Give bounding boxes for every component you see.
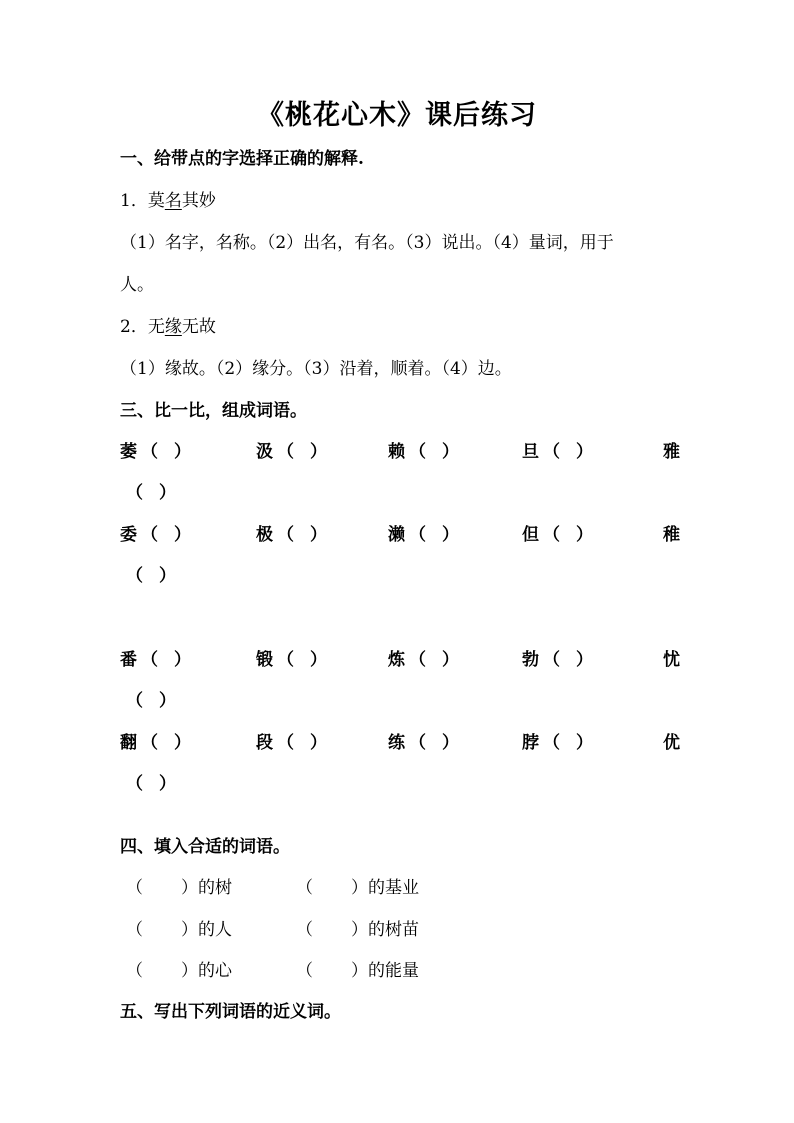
answer-blank: （ ）: [126, 483, 176, 503]
base-character: 稚: [663, 525, 680, 545]
question-2-options: （1）缘故。（2）缘分。（3）沿着，顺着。（4）边。: [120, 359, 512, 379]
question-1: [120, 189, 680, 213]
base-character: 炼: [388, 650, 405, 670]
word-cell: [522, 731, 597, 755]
fill-word: 的树: [198, 878, 232, 898]
answer-blank: （ ）: [126, 920, 198, 940]
base-character: 锻: [256, 650, 273, 670]
question-1-options: （1）名字，名称。（2）出名，有名。（3）说出。（4）量词，用于: [120, 233, 614, 253]
word-row: [120, 523, 680, 547]
answer-blank: （ ）: [277, 525, 327, 545]
word-cell: [256, 440, 331, 464]
base-character: 汲: [256, 442, 273, 462]
word-cell: [663, 523, 680, 547]
answer-blank: （ ）: [126, 691, 176, 711]
question-1-suffix: 其妙: [181, 191, 216, 211]
word-cell: [522, 523, 597, 547]
word-cell: [663, 440, 680, 464]
answer-blank: （ ）: [141, 442, 191, 462]
fill-item: [296, 918, 419, 942]
base-character: 练: [388, 733, 405, 753]
base-character: 翻: [120, 733, 137, 753]
word-cell: [256, 648, 331, 672]
fill-row: [126, 959, 419, 983]
answer-blank: （ ）: [409, 525, 459, 545]
word-cell: [388, 523, 463, 547]
fill-item: [296, 876, 419, 900]
base-character: 萎: [120, 442, 137, 462]
fill-word: 的人: [198, 920, 232, 940]
fill-row: [126, 918, 419, 942]
answer-blank: （ ）: [141, 733, 191, 753]
base-character: 旦: [522, 442, 539, 462]
section-4-heading: 四、填入合适的词语。: [120, 837, 290, 857]
question-1-marked-char: 名: [164, 191, 182, 211]
fill-row: [126, 876, 419, 900]
question-2: [120, 315, 680, 339]
question-1-options-continued: 人。: [120, 275, 154, 295]
word-row: [120, 648, 680, 672]
word-row: [120, 440, 680, 464]
fill-word: 的树苗: [368, 920, 419, 940]
base-character: 勃: [522, 650, 539, 670]
base-character: 番: [120, 650, 137, 670]
word-cell: [522, 648, 597, 672]
answer-blank: （ ）: [277, 442, 327, 462]
answer-blank: （ ）: [409, 442, 459, 462]
answer-blank: （ ）: [141, 650, 191, 670]
section-1-heading: 一、给带点的字选择正确的解释.: [120, 149, 364, 169]
fill-item: [296, 959, 419, 983]
fill-item: [126, 961, 232, 981]
question-1-prefix: 莫: [147, 191, 165, 211]
question-2-marked-char: 缘: [164, 317, 182, 337]
fill-word: 的基业: [368, 878, 419, 898]
base-character: 脖: [522, 733, 539, 753]
question-2-number: 2．: [120, 317, 148, 337]
section-5-heading: 五、写出下列词语的近义词。: [120, 1002, 341, 1022]
base-character: 段: [256, 733, 273, 753]
word-cell: [388, 440, 463, 464]
question-2-prefix: 无: [147, 317, 165, 337]
answer-blank: （ ）: [296, 961, 368, 981]
answer-blank: （ ）: [543, 442, 593, 462]
answer-blank: （ ）: [296, 920, 368, 940]
base-character: 但: [522, 525, 539, 545]
word-cell: [256, 523, 331, 547]
word-cell: [388, 731, 463, 755]
answer-blank: （ ）: [126, 878, 198, 898]
answer-blank: （ ）: [409, 650, 459, 670]
fill-item: [126, 920, 232, 940]
page-title: 《桃花心木》课后练习: [257, 100, 537, 131]
answer-blank: （ ）: [126, 566, 176, 586]
word-cell: [388, 648, 463, 672]
fill-word: 的能量: [368, 961, 419, 981]
base-character: 忧: [663, 650, 680, 670]
base-character: 濑: [388, 525, 405, 545]
base-character: 极: [256, 525, 273, 545]
answer-blank: （ ）: [543, 525, 593, 545]
base-character: 雅: [663, 442, 680, 462]
answer-blank: （ ）: [543, 650, 593, 670]
word-cell: [120, 648, 195, 672]
word-cell: [256, 731, 331, 755]
answer-blank: （ ）: [126, 774, 176, 794]
answer-blank: （ ）: [409, 733, 459, 753]
fill-word: 的心: [198, 961, 232, 981]
base-character: 优: [663, 733, 680, 753]
question-1-number: 1．: [120, 191, 148, 211]
question-2-suffix: 无故: [181, 317, 216, 337]
word-cell: [663, 648, 680, 672]
answer-blank: （ ）: [277, 650, 327, 670]
base-character: 委: [120, 525, 137, 545]
word-cell: [120, 523, 195, 547]
section-3-heading: 三、比一比，组成词语。: [120, 401, 307, 421]
word-cell: [120, 731, 195, 755]
word-row: [120, 731, 680, 755]
answer-blank: （ ）: [296, 878, 368, 898]
answer-blank: （ ）: [277, 733, 327, 753]
word-cell: [522, 440, 597, 464]
answer-blank: （ ）: [543, 733, 593, 753]
base-character: 赖: [388, 442, 405, 462]
answer-blank: （ ）: [126, 961, 198, 981]
word-cell: [663, 731, 680, 755]
answer-blank: （ ）: [141, 525, 191, 545]
word-cell: [120, 440, 195, 464]
fill-item: [126, 878, 232, 898]
